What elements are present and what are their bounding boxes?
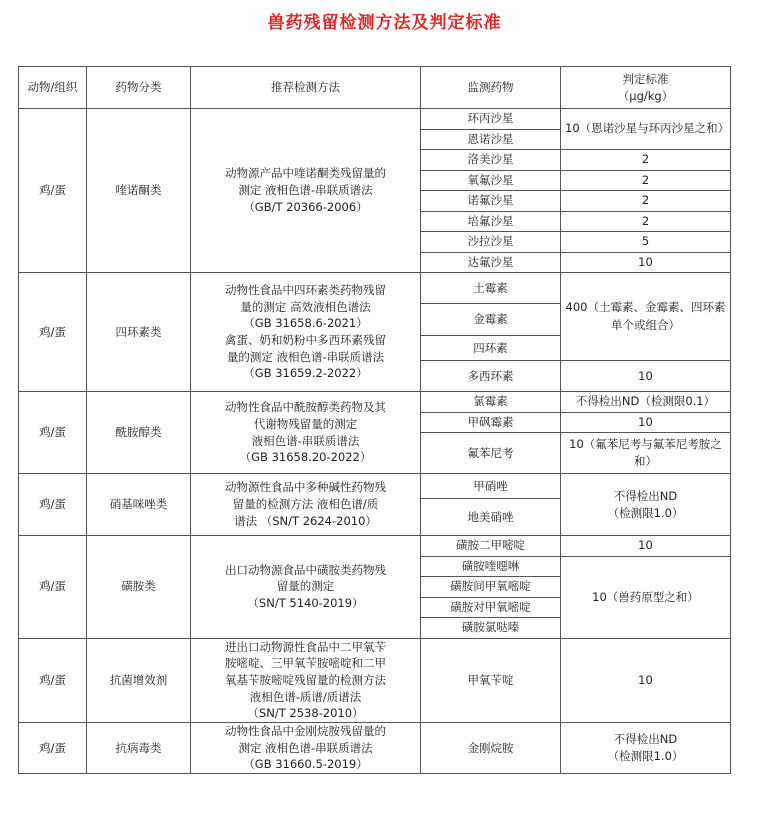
standard-cell: 10（兽药原型之和） xyxy=(561,556,731,638)
drug-cell: 磺胺氯哒嗪 xyxy=(421,618,561,639)
drug-cell: 多西环素 xyxy=(421,361,561,392)
table-row xyxy=(19,109,731,130)
standard-line: （检测限1.0） xyxy=(607,505,684,520)
method-cell xyxy=(191,273,421,392)
drug-cell: 培氟沙星 xyxy=(421,211,561,232)
drug-cell: 环丙沙星 xyxy=(421,109,561,130)
drug-cell: 甲砜霉素 xyxy=(421,412,561,433)
method-line: （GB/T 20366-2006） xyxy=(243,199,368,214)
animal-cell: 鸡/蛋 xyxy=(19,474,87,536)
drug-cell: 土霉素 xyxy=(421,273,561,304)
method-line: 量的测定 高效液相色谱法 xyxy=(240,299,371,314)
method-line: 动物性食品中金刚烷胺残留量的 xyxy=(225,723,386,738)
category-cell: 抗病毒类 xyxy=(87,722,191,773)
standard-cell: 不得检出ND（检测限0.1） xyxy=(561,392,731,413)
method-line: 氧基苄胺嘧啶残留量的检测方法 xyxy=(225,672,386,687)
drug-cell: 金霉素 xyxy=(421,304,561,336)
method-cell xyxy=(191,722,421,773)
standard-cell: 10（恩诺沙星与环丙沙星之和） xyxy=(561,109,731,150)
standard-line: 不得检出ND xyxy=(613,732,678,747)
category-cell: 四环素类 xyxy=(87,273,191,392)
header-standard-line1: 判定标准 xyxy=(622,71,669,86)
method-line: 代谢物残留量的测定 xyxy=(253,416,358,431)
method-line: （GB 31659.2-2022） xyxy=(243,366,368,381)
standard-cell: 400（土霉素、金霉素、四环素单个或组合） xyxy=(561,273,731,361)
method-cell xyxy=(191,536,421,639)
method-cell xyxy=(191,109,421,273)
standard-cell: 10（氟苯尼考与氟苯尼考胺之和） xyxy=(561,433,731,474)
animal-cell: 鸡/蛋 xyxy=(19,273,87,392)
method-line: 出口动物源食品中磺胺类药物残 xyxy=(225,562,386,577)
method-line: （SN/T 2538-2010） xyxy=(247,706,364,721)
table-row xyxy=(19,638,731,722)
header-standard xyxy=(561,67,731,109)
standard-cell: 5 xyxy=(561,232,731,253)
standard-cell: 10 xyxy=(561,252,731,273)
standard-cell: 10 xyxy=(561,638,731,722)
method-line: （GB 31658.6-2021） xyxy=(243,316,368,331)
method-line: 测定 液相色谱-串联质谱法 xyxy=(238,740,373,755)
table-row xyxy=(19,722,731,773)
standard-cell: 2 xyxy=(561,211,731,232)
method-line: 动物源产品中喹诺酮类残留量的 xyxy=(225,166,386,181)
drug-cell: 氯霉素 xyxy=(421,392,561,413)
drug-cell: 达氟沙星 xyxy=(421,252,561,273)
standard-cell: 2 xyxy=(561,150,731,171)
drug-cell: 四环素 xyxy=(421,336,561,361)
table-row xyxy=(19,273,731,304)
drug-cell: 沙拉沙星 xyxy=(421,232,561,253)
header-animal: 动物/组织 xyxy=(19,67,87,109)
method-line: 谱法 （SN/T 2624-2010） xyxy=(234,513,377,528)
drug-cell: 地美硝唑 xyxy=(421,499,561,536)
standard-cell: 2 xyxy=(561,170,731,191)
animal-cell: 鸡/蛋 xyxy=(19,638,87,722)
animal-cell: 鸡/蛋 xyxy=(19,109,87,273)
table-row xyxy=(19,392,731,413)
method-line: 动物性食品中四环素类药物残留 xyxy=(225,282,386,297)
page-title: 兽药残留检测方法及判定标准 xyxy=(267,13,502,33)
category-cell: 磺胺类 xyxy=(87,536,191,639)
drug-cell: 恩诺沙星 xyxy=(421,129,561,150)
header-method: 推荐检测方法 xyxy=(191,67,421,109)
drug-cell: 氧氟沙星 xyxy=(421,170,561,191)
table-row xyxy=(19,474,731,499)
category-cell: 喹诺酮类 xyxy=(87,109,191,273)
method-line: （GB 31658.20-2022） xyxy=(239,450,372,465)
standard-line: （检测限1.0） xyxy=(607,748,684,763)
category-cell: 抗菌增效剂 xyxy=(87,638,191,722)
drug-cell: 氟苯尼考 xyxy=(421,433,561,474)
method-line: 禽蛋、奶和奶粉中多西环素残留 xyxy=(225,333,386,347)
standard-cell xyxy=(561,722,731,773)
method-line: （SN/T 5140-2019） xyxy=(247,596,364,611)
method-cell xyxy=(191,474,421,536)
header-category: 药物分类 xyxy=(87,67,191,109)
drug-cell: 金刚烷胺 xyxy=(421,722,561,773)
animal-cell: 鸡/蛋 xyxy=(19,536,87,639)
standard-cell: 10 xyxy=(561,361,731,392)
drug-cell: 甲硝唑 xyxy=(421,474,561,499)
method-line: 进出口动物源性食品中二甲氧苄 xyxy=(225,639,386,654)
standard-cell: 10 xyxy=(561,536,731,557)
animal-cell: 鸡/蛋 xyxy=(19,722,87,773)
method-cell xyxy=(191,638,421,722)
method-line: 留量的测定 xyxy=(276,579,335,594)
drug-cell: 洛美沙星 xyxy=(421,150,561,171)
method-line: 胺嘧啶、三甲氧苄胺嘧啶和二甲 xyxy=(225,656,386,671)
method-cell xyxy=(191,392,421,474)
residue-standard-table xyxy=(18,66,731,774)
method-line: 测定 液相色谱-串联质谱法 xyxy=(238,183,373,198)
header-standard-line2: （μg/kg） xyxy=(617,88,674,103)
drug-cell: 磺胺二甲嘧啶 xyxy=(421,536,561,557)
header-drug: 监测药物 xyxy=(421,67,561,109)
drug-cell: 磺胺喹噁啉 xyxy=(421,556,561,577)
standard-cell: 2 xyxy=(561,191,731,212)
category-cell: 硝基咪唑类 xyxy=(87,474,191,536)
drug-cell: 甲氧苄啶 xyxy=(421,638,561,722)
method-line: 液相色谱-串联质谱法 xyxy=(251,433,360,448)
method-line: 留量的检测方法 液相色谱/质 xyxy=(232,497,379,512)
standard-line: 不得检出ND xyxy=(613,488,678,503)
method-line: （GB 31660.5-2019） xyxy=(243,757,368,772)
standard-cell xyxy=(561,474,731,536)
table-row xyxy=(19,536,731,557)
method-line: 液相色谱-质谱/质谱法 xyxy=(249,689,362,704)
animal-cell: 鸡/蛋 xyxy=(19,392,87,474)
method-line: 动物性食品中酰胺醇类药物及其 xyxy=(225,400,386,415)
category-cell: 酰胺醇类 xyxy=(87,392,191,474)
drug-cell: 诺氟沙星 xyxy=(421,191,561,212)
standard-cell: 10 xyxy=(561,412,731,433)
table-header-row xyxy=(19,67,731,109)
method-line: 动物源性食品中多种碱性药物残 xyxy=(225,480,386,495)
method-line: 量的测定 液相色谱-串联质谱法 xyxy=(226,349,385,364)
drug-cell: 磺胺间甲氧嘧啶 xyxy=(421,577,561,598)
drug-cell: 磺胺对甲氧嘧啶 xyxy=(421,597,561,618)
